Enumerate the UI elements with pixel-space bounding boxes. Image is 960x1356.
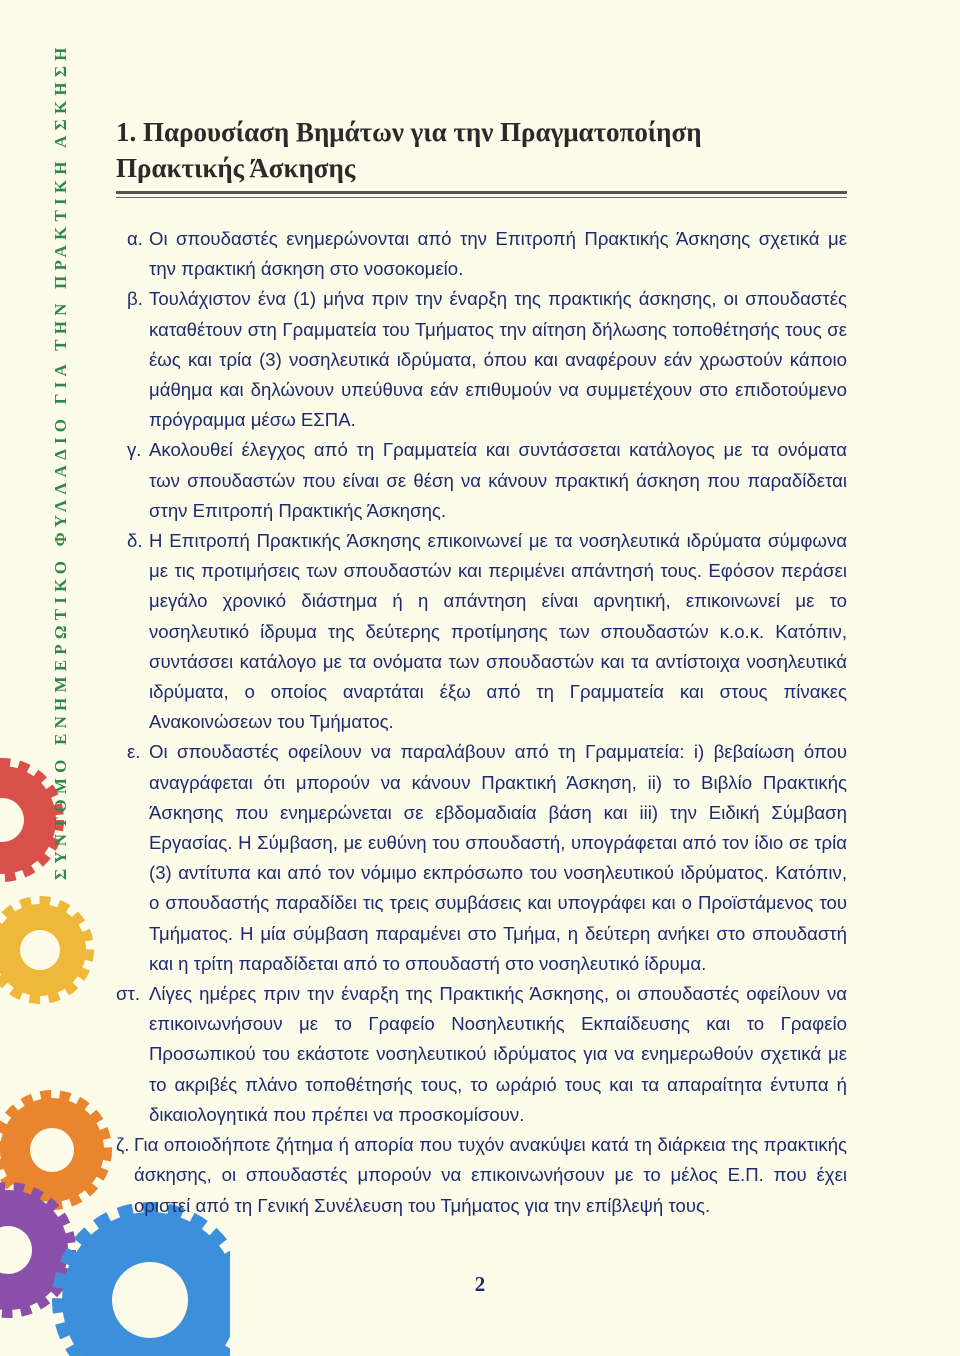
- side-title: ΣΥΝΤΟΜΟ ΕΝΗΜΕΡΩΤΙΚΟ ΦΥΛΛΑΔΙΟ ΓΙΑ ΤΗΝ ΠΡΑΚΤΙΚΗ ΑΣΚΗΣΗ: [51, 42, 70, 880]
- list-item: [116, 979, 847, 1130]
- list-item-text: Η Επιτροπή Πρακτικής Άσκησης επικοινωνεί με τα νοσηλευτικά ιδρύματα σύμφωνα με τις προτιμήσεις των σπουδαστών και περιμένει απάντησή τους. Εφόσον περάσει μεγάλο χρονικό διάστημα ή η απάντηση είναι αρνητική, επικοινωνεί με το νοσηλευτικό ίδρυμα της δεύτερης προτίμησης των σπουδαστών κ.ο.κ. Κατόπιν, συντάσσει κατάλογο με τα ονόματα των σπουδαστών και τα αντίστοιχα νοσηλευτικά ιδρύματα, ο οποίος αναρτάται έξω από τη Γραμματεία και στους πίνακες Ανακοινώσεων του Τμήματος.: [149, 530, 847, 733]
- steps-list: [116, 224, 847, 1221]
- list-marker: δ.: [127, 530, 143, 552]
- gear-icon-blue: [62, 1212, 238, 1356]
- list-item: [116, 737, 847, 979]
- list-item: [116, 526, 847, 737]
- heading-rule: [116, 191, 847, 194]
- list-item: [116, 435, 847, 526]
- gear-icon-yellow: [0, 904, 86, 996]
- list-item-text: Ακολουθεί έλεγχος από τη Γραμματεία και συντάσσεται κατάλογος με τα ονόματα των σπουδαστών που είναι σε θέση να κάνουν πρακτική άσκηση που παραδίδεται στην Επιτροπή Πρακτικής Άσκησης.: [149, 439, 847, 521]
- list-marker: α.: [127, 228, 143, 249]
- list-marker: γ.: [127, 439, 142, 461]
- list-marker: ε.: [127, 741, 141, 763]
- list-item-text: Λίγες ημέρες πριν την έναρξη της Πρακτικής Άσκησης, οι σπουδαστές οφείλουν να επικοινωνήσουν με το Γραφείο Νοσηλευτικής Εκπαίδευσης και το Γραφείο Προσωπικού του εκάστοτε νοσηλευτικού ιδρύματος για να ενημερωθούν σχετικά με το ακριβές πλάνο τοποθέτησής τους, το ωράριό τους και τα απαραίτητα έντυπα ή δικαιολογητικά που πρέπει να προσκομίσουν.: [149, 983, 847, 1125]
- page-number: 2: [474, 1272, 486, 1296]
- list-marker: ζ.: [116, 1134, 130, 1156]
- list-item-text: Για οποιοδήποτε ζήτημα ή απορία που τυχόν ανακύψει κατά τη διάρκεια της πρακτικής άσκησης, οι σπουδαστές μπορούν να επικοινωνήσουν με το μέλος Ε.Π. που έχει οριστεί από τη Γενική Συνέλευση του Τμήματος για την επίβλεψή τους.: [134, 1134, 847, 1216]
- heading-rule-thin: [116, 197, 847, 198]
- list-item: [116, 1130, 847, 1221]
- section-heading: 1. Παρουσίαση Βημάτων για την Πραγματοποίηση Πρακτικής Άσκησης: [116, 117, 702, 183]
- list-marker: στ.: [116, 983, 140, 1005]
- list-item-text: Οι σπουδαστές ενημερώνονται από την Επιτροπή Πρακτικής Άσκησης σχετικά με την πρακτική άσκηση στο νοσοκομείο.: [149, 228, 847, 280]
- list-item: [116, 284, 847, 435]
- list-item-text: Οι σπουδαστές οφείλουν να παραλάβουν από τη Γραμματεία: i) βεβαίωση όπου αναγράφεται ότι μπορούν να κάνουν Πρακτική Άσκηση, ii) το Βιβλίο Πρακτικής Άσκησης που ενημερώνεται σε εβδομαδιαία βάση και iii) την Ειδική Σύμβαση Εργασίας. Η Σύμβαση, με ευθύνη του σπουδαστή, υπογράφεται από τον ίδιο σε τρία (3) αντίτυπα και από τον νόμιμο εκπρόσωπο του νοσηλευτικού ιδρύματος. Κατόπιν, ο σπουδαστής παραδίδει τις τρεις συμβάσεις και υπογράφει και ο Προϊστάμενος του Τμήματος. Η μία σύμβαση παραμένει στο Τμήμα, η δεύτερη ανήκει στο σπουδαστή και η τρίτη παραδίδεται από το σπουδαστή στο νοσηλευτικό ίδρυμα.: [149, 741, 847, 974]
- list-item: [116, 224, 847, 284]
- list-item-text: Τουλάχιστον ένα (1) μήνα πριν την έναρξη της πρακτικής άσκησης, οι σπουδαστές καταθέτουν στη Γραμματεία του Τμήματος την αίτηση δήλωσης τοποθέτησής τους σε έως και τρία (3) νοσηλευτικά ιδρύματα, όπου και αναφέρουν εάν χρωστούν κάποιο μάθημα και δηλώνουν υπεύθυνα εάν επιθυμούν να συμμετέχουν στο επιδοτούμενο πρόγραμμα μέσω ΕΣΠΑ.: [149, 288, 847, 431]
- list-marker: β.: [127, 288, 143, 310]
